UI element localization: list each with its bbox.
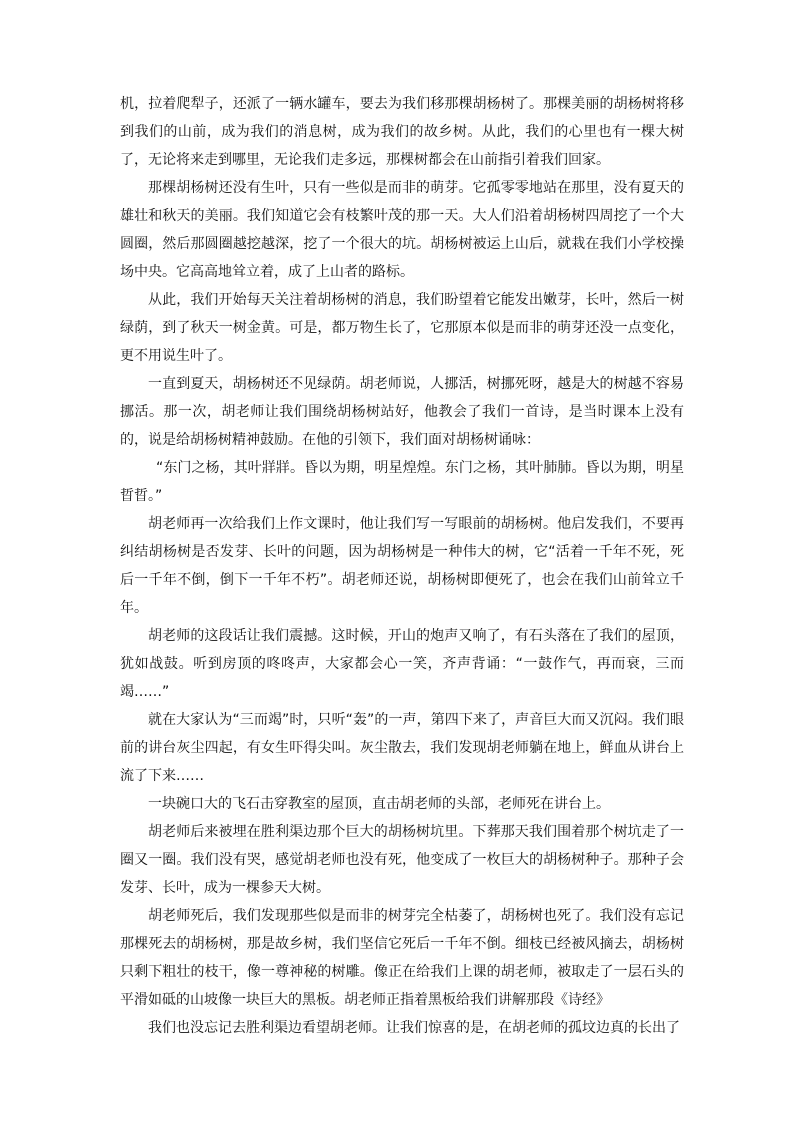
paragraph: 就在大家认为“三而竭”时，只听“轰”的一声，第四下来了，声音巨大而又沉闷。我们眼前的讲台灰尘四起，有女生吓得尖叫。灰尘散去，我们发现胡老师躺在地上，鲜血从讲台上流了下来…… xyxy=(120,712,684,784)
paragraph: 胡老师死后，我们发现那些似是而非的树芽完全枯萎了，胡杨树也死了。我们没有忘记那棵死去的胡杨树，那是故乡树，我们坚信它死后一千年不倒。细枝已经被风摘去，胡杨树只剩下粗壮的枝干，像一尊神秘的树雕。像正在给我们上课的胡老师，被取走了一层石头的平滑如砥的山坡像一块巨大的黑板。胡老师正指着黑板给我们讲解那段《诗经》 xyxy=(120,908,684,1008)
paragraph: 一块碗口大的飞石击穿教室的屋顶，直击胡老师的头部，老师死在讲台上。 xyxy=(148,796,610,812)
paragraph: 胡老师后来被埋在胜利渠边那个巨大的胡杨树坑里。下葬那天我们围着那个树坑走了一圈又一圈。我们没有哭，感觉胡老师也没有死，他变成了一枚巨大的胡杨树种子。那种子会发芽、长叶，成为一棵参天大树。 xyxy=(120,824,684,896)
paragraph-continuation: 机，拉着爬犁子，还派了一辆水罐车，要去为我们移那棵胡杨树了。那棵美丽的胡杨树将移到我们的山前，成为我们的消息树，成为我们的故乡树。从此，我们的心里也有一棵大树了，无论将来走到哪里，无论我们走多远，那棵树都会在山前指引着我们回家。 xyxy=(120,96,684,168)
paragraph: 那棵胡杨树还没有生叶，只有一些似是而非的萌芽。它孤零零地站在那里，没有夏天的雄壮和秋天的美丽。我们知道它会有枝繁叶茂的那一天。大人们沿着胡杨树四周挖了一个大圆圈，然后那圆圈越挖越深，挖了一个很大的坑。胡杨树被运上山后，就栽在我们小学校操场中央。它高高地耸立着，成了上山者的路标。 xyxy=(120,180,684,280)
poem-quote: “东门之杨，其叶牂牂。昏以为期，明星煌煌。东门之杨，其叶肺肺。昏以为期，明星晢晢。” xyxy=(120,460,684,504)
paragraph: 我们也没忘记去胜利渠边看望胡老师。让我们惊喜的是，在胡老师的孤坟边真的长出了 xyxy=(148,1020,680,1036)
paragraph: 从此，我们开始每天关注着胡杨树的消息，我们盼望着它能发出嫩芽，长叶，然后一树绿荫，到了秋天一树金黄。可是，都万物生长了，它那原本似是而非的萌芽还没一点变化，更不用说生叶了。 xyxy=(120,292,684,364)
paragraph: 胡老师的这段话让我们震撼。这时候，开山的炮声又响了，有石头落在了我们的屋顶，犹如战鼓。听到房顶的咚咚声，大家都会心一笑，齐声背诵：“一鼓作气，再而衰，三而竭……” xyxy=(120,628,684,700)
paragraph: 一直到夏天，胡杨树还不见绿荫。胡老师说，人挪活，树挪死呀，越是大的树越不容易挪活。那一次，胡老师让我们围绕胡杨树站好，他教会了我们一首诗，是当时课本上没有的，说是给胡杨树精神鼓励。在他的引领下，我们面对胡杨树诵咏： xyxy=(120,376,684,448)
article-body xyxy=(120,90,684,1042)
paragraph: 胡老师再一次给我们上作文课时，他让我们写一写眼前的胡杨树。他启发我们，不要再纠结胡杨树是否发芽、长叶的问题，因为胡杨树是一种伟大的树，它“活着一千年不死，死后一千年不倒，倒下一千年不朽”。胡老师还说，胡杨树即便死了，也会在我们山前耸立千年。 xyxy=(120,516,684,616)
